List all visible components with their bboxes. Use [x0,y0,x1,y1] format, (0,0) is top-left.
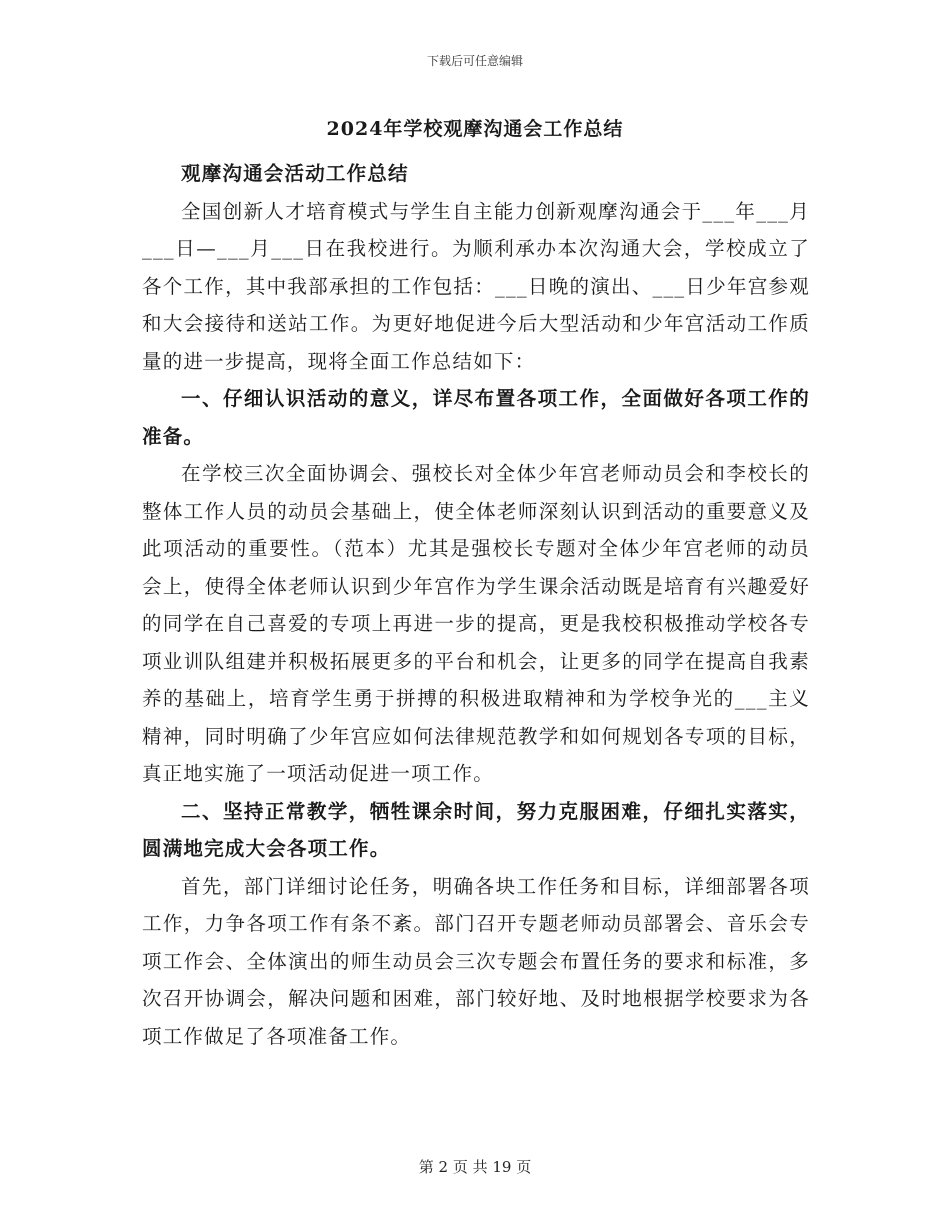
body-paragraph: 全国创新人才培育模式与学生自主能力创新观摩沟通会于___年___月___日—___月___日在我校进行。为顺利承办本次沟通大会，学校成立了各个工作，其中我部承担的工作包括：___日晚的演出、___日少年宫参观和大会接待和送站工作。为更好地促进今后大型活动和少年宫活动工作质量的进一步提高，现将全面工作总结如下： [142,199,810,373]
section-heading: 二、坚持正常教学，牺牲课余时间，努力克服困难，仔细扎实落实，圆满地完成大会各项工作。 [142,799,810,860]
document-title: 2024年学校观摩沟通会工作总结 [326,118,624,140]
section-heading: 一、仔细认识活动的意义，详尽布置各项工作，全面做好各项工作的准备。 [142,387,810,448]
section-heading: 观摩沟通会活动工作总结 [181,162,409,185]
document-body [142,155,810,1055]
body-paragraph: 首先，部门详细讨论任务，明确各块工作任务和目标，详细部署各项工作，力争各项工作有条不紊。部门召开专题老师动员部署会、音乐会专项工作会、全体演出的师生动员会三次专题会布置任务的要求和标准，多次召开协调会，解决问题和困难，部门较好地、及时地根据学校要求为各项工作做足了各项准备工作。 [142,874,810,1048]
body-paragraph: 在学校三次全面协调会、强校长对全体少年宫老师动员会和李校长的整体工作人员的动员会基础上，使全体老师深刻认识到活动的重要意义及此项活动的重要性。（范本）尤其是强校长专题对全体少年宫老师的动员会上，使得全体老师认识到少年宫作为学生课余活动既是培育有兴趣爱好的同学在自己喜爱的专项上再进一步的提高，更是我校积极推动学校各专项业训队组建并积极拓展更多的平台和机会，让更多的同学在提高自我素养的基础上，培育学生勇于拼搏的积极进取精神和为学校争光的___主义精神，同时明确了少年宫应如何法律规范教学和如何规划各专项的目标，真正地实施了一项活动促进一项工作。 [142,462,810,785]
page-number: 第 2 页 共 19 页 [418,1158,532,1176]
page-header-note: 下载后可任意编辑 [426,54,523,68]
